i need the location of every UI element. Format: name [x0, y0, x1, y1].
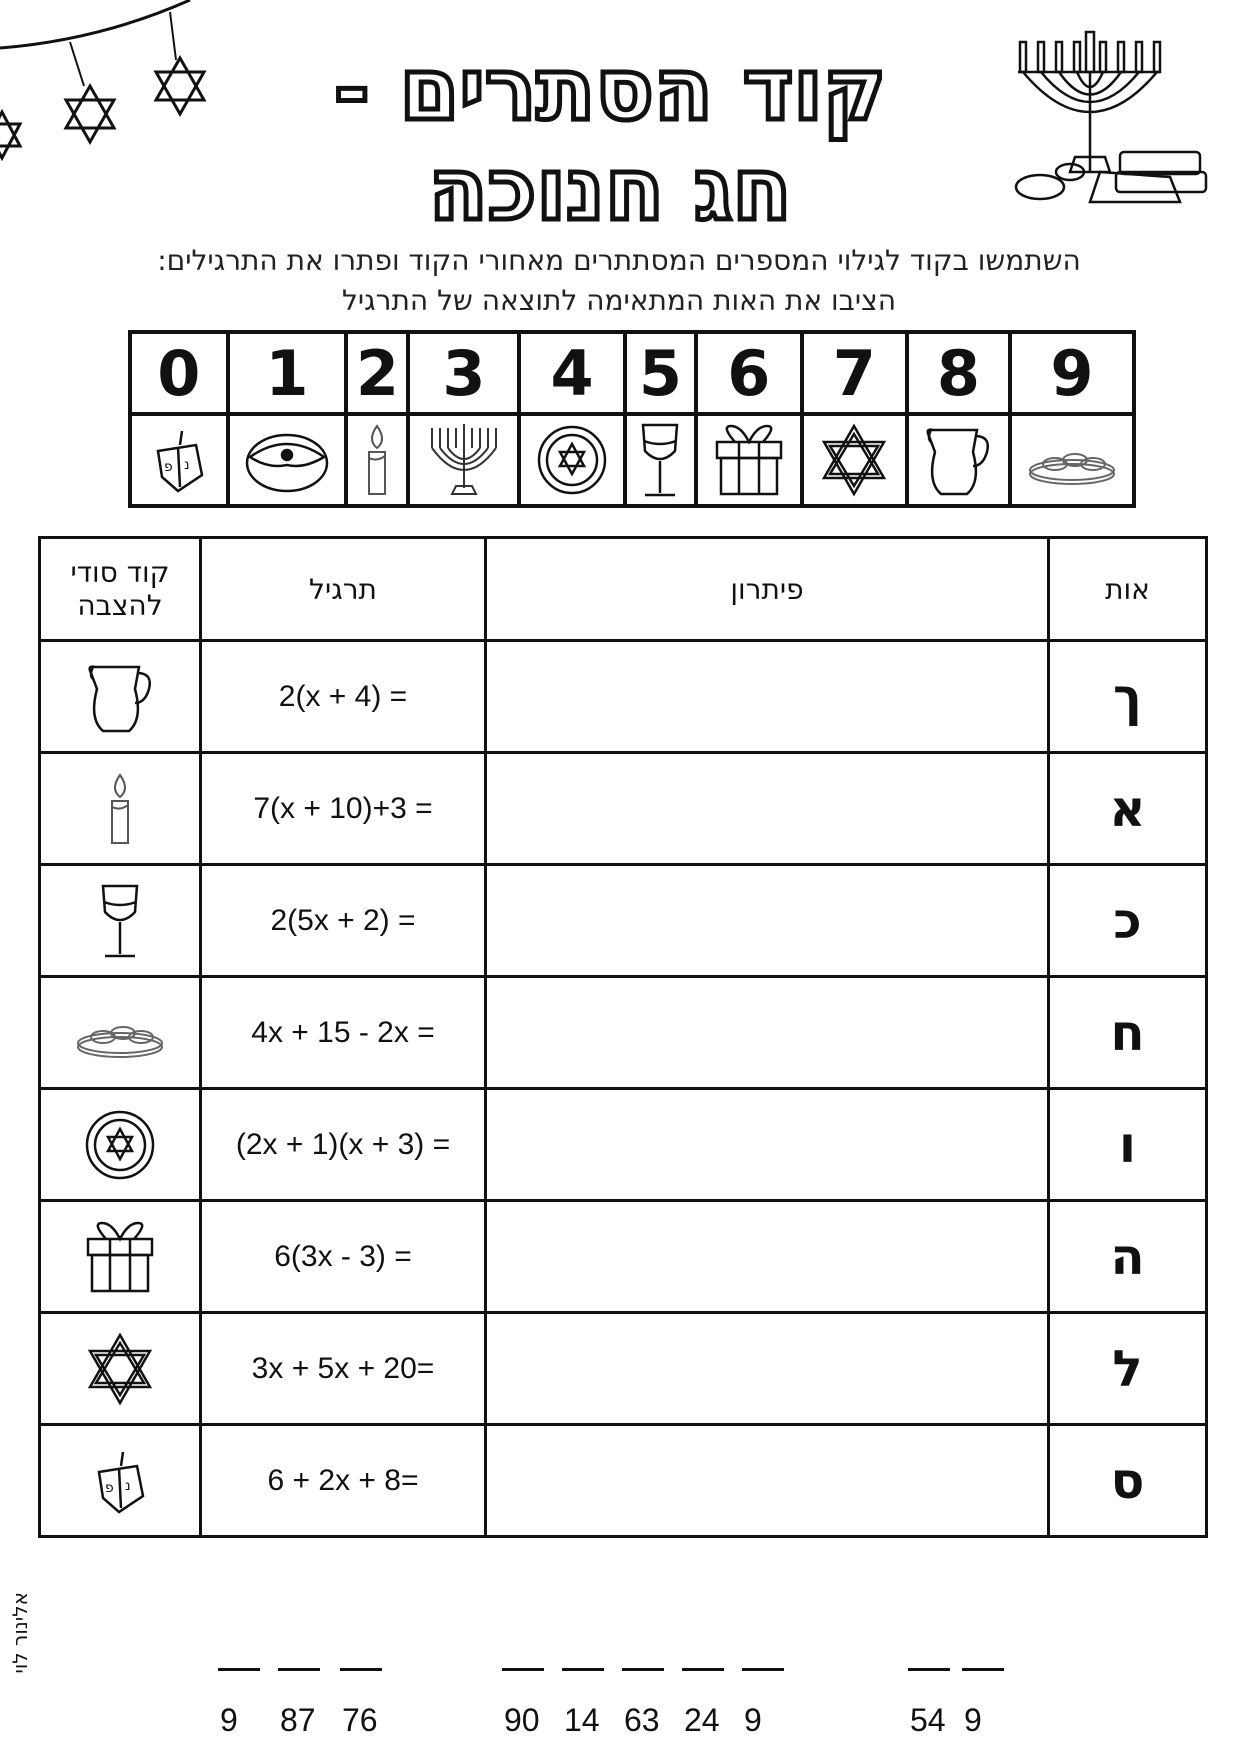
code-cell: [40, 1425, 201, 1537]
title-line-1: קוד הסתרים -: [333, 40, 887, 140]
code-cell: [40, 977, 201, 1089]
code-cell: [40, 1201, 201, 1313]
menorah-icon: [410, 422, 517, 498]
answer-blank[interactable]: [218, 1668, 260, 1671]
answer-number: 9: [744, 1702, 762, 1738]
exercise-cell: (2x + 1)(x + 3) =: [201, 1089, 486, 1201]
svg-text:פ: פ: [163, 459, 173, 475]
code-key-icons-row: [130, 414, 1134, 506]
code-cell: [40, 641, 201, 753]
code-key-digit: 7: [802, 332, 908, 414]
candle-icon: [348, 422, 406, 498]
answer-number: 76: [342, 1702, 378, 1738]
answer-number: 14: [564, 1702, 600, 1738]
header-letter: [1049, 538, 1207, 641]
answer-number: 54: [910, 1702, 946, 1738]
exercise-cell: 2(5x + 2) =: [201, 865, 486, 977]
answer-blank[interactable]: [622, 1668, 664, 1671]
header-letter-label: אות: [1105, 572, 1150, 606]
solution-cell[interactable]: [486, 1313, 1049, 1425]
menorah-illustration: [1010, 22, 1220, 222]
answer-blank[interactable]: [278, 1668, 320, 1671]
title-line-2: חג חנוכה: [428, 140, 792, 240]
code-key-table: [128, 330, 1136, 508]
header-solution: [486, 538, 1049, 641]
code-key-icon-cell: [907, 414, 1010, 506]
author-credit: אלינור לוי: [8, 1592, 32, 1674]
letter-cell: כ: [1049, 865, 1207, 977]
exercise-cell: 6(3x - 3) =: [201, 1201, 486, 1313]
code-key-icon-cell: [1010, 414, 1134, 506]
latkes-plate-icon: [41, 1003, 199, 1063]
table-row: [40, 1313, 1207, 1425]
answer-blank[interactable]: [340, 1668, 382, 1671]
answer-blank[interactable]: [908, 1668, 950, 1671]
answer-number: 24: [684, 1702, 720, 1738]
solution-cell[interactable]: [486, 1425, 1049, 1537]
code-cell: [40, 1089, 201, 1201]
letter-cell: ל: [1049, 1313, 1207, 1425]
oil-jug-icon: [41, 659, 199, 735]
wine-glass-icon: [41, 882, 199, 960]
table-row: [40, 753, 1207, 865]
letter-cell: ה: [1049, 1201, 1207, 1313]
instructions-line-2: הציבו את האות המתאימה לתוצאה של התרגיל: [341, 284, 897, 317]
dreidel-icon: [132, 425, 226, 495]
letter-cell: ס: [1049, 1425, 1207, 1537]
solution-cell[interactable]: [486, 753, 1049, 865]
code-key-icon-cell: [228, 414, 347, 506]
garland-decoration: [0, 0, 240, 190]
svg-text:פ: פ: [105, 1479, 114, 1496]
table-row: [40, 1201, 1207, 1313]
svg-text:נ: נ: [183, 457, 190, 473]
code-key-icon-cell: [519, 414, 625, 506]
code-key-digit: 6: [696, 332, 802, 414]
instructions-line-1: השתמשו בקוד לגילוי המספרים המסתתרים מאחורי הקוד ופתרו את התרגילים:: [157, 244, 1081, 277]
header-solution-label: פיתרון: [730, 572, 804, 606]
table-row: [40, 865, 1207, 977]
table-row: [40, 977, 1207, 1089]
exercise-cell: 3x + 5x + 20=: [201, 1313, 486, 1425]
answer-blank[interactable]: [962, 1668, 1004, 1671]
sufganiya-icon: [230, 425, 345, 495]
answer-number: 9: [964, 1702, 982, 1738]
solution-cell[interactable]: [486, 977, 1049, 1089]
table-row: [40, 1089, 1207, 1201]
letter-cell: ו: [1049, 1089, 1207, 1201]
code-key-icon-cell: [346, 414, 408, 506]
candle-icon: [41, 771, 199, 847]
code-cell: [40, 865, 201, 977]
code-key-digit: 9: [1010, 332, 1134, 414]
gift-icon: [698, 422, 800, 498]
svg-text:נ: נ: [125, 1477, 131, 1494]
dreidel-icon: [41, 1446, 199, 1516]
code-cell: [40, 753, 201, 865]
answer-blank[interactable]: [502, 1668, 544, 1671]
exercise-cell: 6 + 2x + 8=: [201, 1425, 486, 1537]
table-header-row: [40, 538, 1207, 641]
code-key-digit: 5: [625, 332, 696, 414]
code-key-icon-cell: [408, 414, 519, 506]
answer-blank[interactable]: [562, 1668, 604, 1671]
code-key-digit: 1: [228, 332, 347, 414]
code-key-icon-cell: [696, 414, 802, 506]
coin-icon: [521, 422, 623, 498]
answer-number: 90: [504, 1702, 540, 1738]
answer-number: 9: [220, 1702, 238, 1738]
star-of-david-icon: [41, 1331, 199, 1407]
oil-jug-icon: [909, 422, 1008, 498]
code-key-digit: 4: [519, 332, 625, 414]
code-key-digit: 2: [346, 332, 408, 414]
code-key-digit: 0: [130, 332, 228, 414]
solution-cell[interactable]: [486, 1201, 1049, 1313]
code-key-icon-cell: [802, 414, 908, 506]
answer-number: 63: [624, 1702, 660, 1738]
header-exercise-label: תרגיל: [309, 572, 377, 606]
header-code: [40, 538, 201, 641]
exercise-table: [38, 536, 1208, 1538]
star-of-david-icon: [804, 422, 906, 498]
exercise-cell: 4x + 15 - 2x =: [201, 977, 486, 1089]
letter-cell: ח: [1049, 977, 1207, 1089]
solution-cell[interactable]: [486, 641, 1049, 753]
table-row: [40, 1425, 1207, 1537]
letter-cell: ך: [1049, 641, 1207, 753]
code-key-icon-cell: [130, 414, 228, 506]
code-key-digits-row: [130, 332, 1134, 414]
latkes-plate-icon: [1012, 430, 1132, 490]
answer-number: 87: [280, 1702, 316, 1738]
answer-blank[interactable]: [742, 1668, 784, 1671]
answer-blank[interactable]: [682, 1668, 724, 1671]
letter-cell: א: [1049, 753, 1207, 865]
exercise-cell: 2(x + 4) =: [201, 641, 486, 753]
code-key-digit: 8: [907, 332, 1010, 414]
header-code-label: קוד סודי להצבה: [70, 556, 170, 622]
gift-icon: [41, 1219, 199, 1295]
table-row: [40, 641, 1207, 753]
exercise-cell: 7(x + 10)+3 =: [201, 753, 486, 865]
solution-cell[interactable]: [486, 1089, 1049, 1201]
code-key-digit: 3: [408, 332, 519, 414]
code-cell: [40, 1313, 201, 1425]
solution-cell[interactable]: [486, 865, 1049, 977]
code-key-icon-cell: [625, 414, 696, 506]
wine-glass-icon: [627, 421, 694, 499]
header-exercise: [201, 538, 486, 641]
coin-icon: [41, 1107, 199, 1183]
